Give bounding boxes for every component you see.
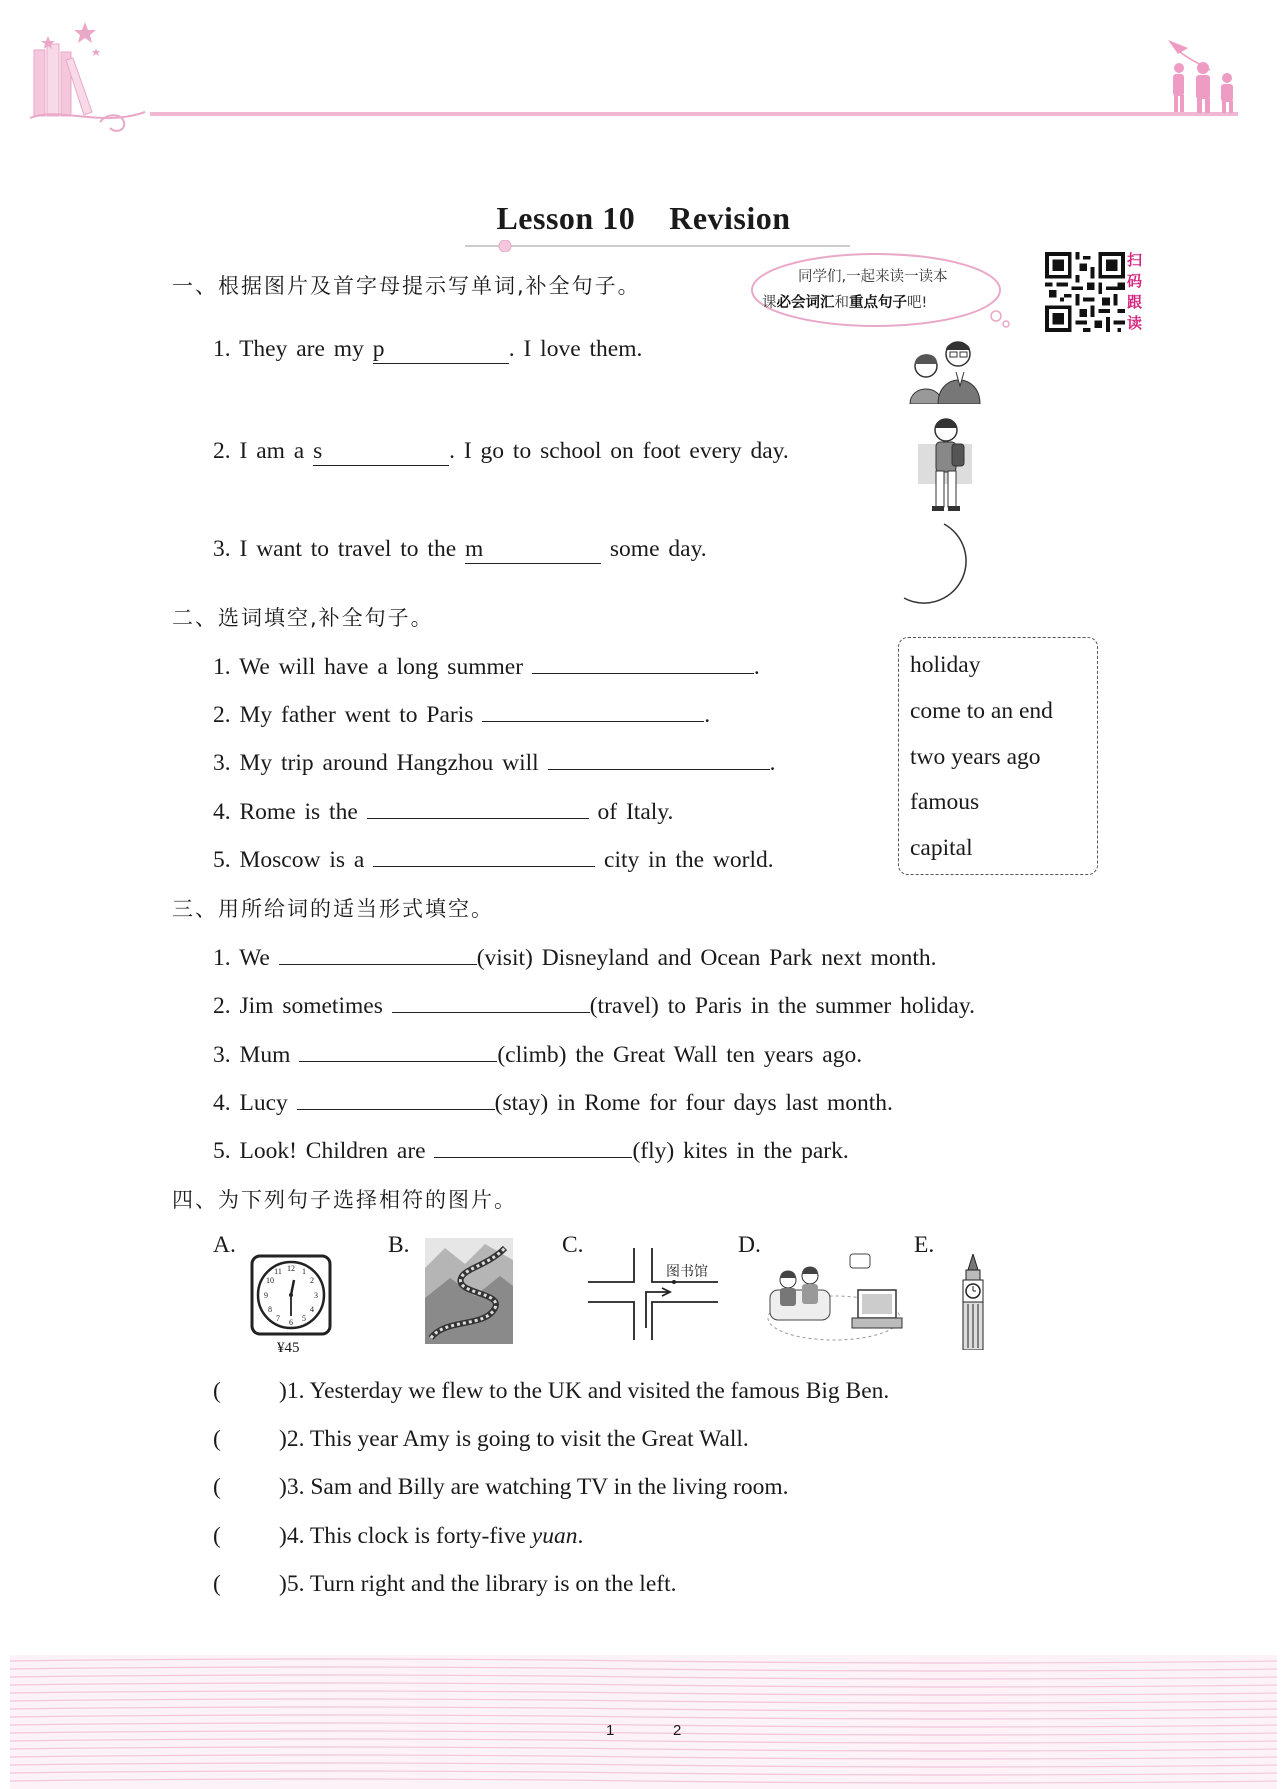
s2-blank-5[interactable]	[373, 845, 595, 867]
s2-item-3: 3. My trip around Hangzhou will .	[213, 750, 776, 776]
svg-text:11: 11	[274, 1267, 282, 1276]
s2-blank-3[interactable]	[548, 748, 770, 770]
s3-blank-2[interactable]	[392, 991, 590, 1013]
word-bank-item: two years ago	[910, 744, 1041, 770]
qr-code-icon[interactable]	[1045, 252, 1125, 332]
option-e-label: E.	[914, 1232, 935, 1258]
svg-text:1: 1	[302, 1267, 306, 1276]
s4-item-1: ( )1. Yesterday we flew to the UK and visited the famous Big Ben.	[213, 1378, 890, 1404]
s3-blank-4[interactable]	[297, 1088, 495, 1110]
s2-item-1: 1. We will have a long summer .	[213, 654, 760, 680]
svg-text:5: 5	[302, 1314, 306, 1323]
svg-text:12: 12	[287, 1264, 295, 1273]
lesson-topic: Revision	[669, 200, 791, 236]
clock-price: ¥45	[277, 1340, 300, 1356]
children-kite-silhouette-icon	[1168, 40, 1233, 113]
answer-bracket-5[interactable]: (	[213, 1571, 221, 1597]
word-bank-item: capital	[910, 835, 973, 861]
s1-item-2: 2. I am a s . I go to school on foot every day.	[213, 438, 789, 464]
s4-item-2: ( )2. This year Amy is going to visit the Great Wall.	[213, 1426, 749, 1452]
answer-bracket-1[interactable]: (	[213, 1378, 221, 1404]
s3-item-3: 3. Mum (climb) the Great Wall ten years ago.	[213, 1042, 863, 1068]
section-3-heading: 三、用所给词的适当形式填空。	[172, 897, 494, 921]
option-b-label: B.	[388, 1232, 410, 1258]
s1-item-1: 1. They are my p . I love them.	[213, 336, 643, 362]
clock-picture	[250, 1254, 332, 1336]
s2-blank-1[interactable]	[532, 652, 754, 674]
word-bank-item: holiday	[910, 652, 981, 678]
s4-item-3: ( )3. Sam and Billy are watching TV in the living room.	[213, 1474, 789, 1500]
page-number-left: 1	[606, 1722, 615, 1739]
moon-picture	[900, 520, 982, 610]
library-map-picture	[588, 1248, 718, 1340]
header-decoration	[0, 0, 1287, 140]
s2-item-5: 5. Moscow is a city in the world.	[213, 847, 774, 873]
parents-picture	[904, 332, 982, 404]
s1-blank-2[interactable]: s	[313, 438, 449, 466]
answer-bracket-4[interactable]: (	[213, 1523, 221, 1549]
s3-blank-1[interactable]	[279, 943, 477, 965]
s2-item-2: 2. My father went to Paris .	[213, 702, 711, 728]
s3-item-5: 5. Look! Children are (fly) kites in the park.	[213, 1138, 849, 1164]
watching-tv-picture	[766, 1252, 904, 1344]
student-picture	[916, 414, 974, 514]
svg-text:4: 4	[310, 1305, 314, 1314]
s4-item-5: ( )5. Turn right and the library is on the left.	[213, 1571, 677, 1597]
s3-item-4: 4. Lucy (stay) in Rome for four days last month.	[213, 1090, 893, 1116]
page-title	[0, 200, 1287, 237]
s1-item-3: 3. I want to travel to the m some day.	[213, 536, 707, 562]
section-2-heading: 二、选词填空,补全句子。	[172, 606, 434, 630]
svg-text:7: 7	[276, 1314, 280, 1323]
bubble-line-1: 同学们,一起来读一读本	[798, 269, 948, 285]
option-c-label: C.	[562, 1232, 584, 1258]
books-logo	[30, 44, 145, 131]
footer-stripes	[10, 1655, 1277, 1789]
s1-blank-1[interactable]: p	[373, 336, 509, 364]
answer-bracket-2[interactable]: (	[213, 1426, 221, 1452]
svg-text:10: 10	[266, 1276, 274, 1285]
option-d-label: D.	[738, 1232, 761, 1258]
s3-item-1: 1. We (visit) Disneyland and Ocean Park next month.	[213, 945, 937, 971]
s4-item-4: ( )4. This clock is forty-five yuan.	[213, 1523, 584, 1549]
svg-text:2: 2	[310, 1276, 314, 1285]
s2-blank-4[interactable]	[367, 797, 589, 819]
s2-item-4: 4. Rome is the of Italy.	[213, 799, 674, 825]
lesson-number: Lesson 10	[496, 200, 636, 236]
bubble-text	[762, 264, 998, 316]
svg-text:8: 8	[268, 1305, 272, 1314]
svg-text:9: 9	[264, 1291, 268, 1300]
word-bank-item: famous	[910, 789, 980, 815]
s3-item-2: 2. Jim sometimes (travel) to Paris in the summer holiday.	[213, 993, 975, 1019]
library-label: 图书馆	[666, 1264, 708, 1280]
s1-blank-3[interactable]: m	[465, 536, 601, 564]
bubble-line-2: 课必会词汇和重点句子吧!	[762, 295, 928, 311]
section-4-heading: 四、为下列句子选择相符的图片。	[172, 1188, 517, 1212]
page-number-right: 2	[673, 1722, 682, 1739]
s3-blank-3[interactable]	[299, 1040, 497, 1062]
s3-blank-5[interactable]	[434, 1136, 632, 1158]
s2-blank-2[interactable]	[482, 700, 704, 722]
option-a-label: A.	[213, 1232, 236, 1258]
big-ben-picture	[956, 1254, 990, 1350]
answer-bracket-3[interactable]: (	[213, 1474, 221, 1500]
scan-to-read-label: 扫 码 跟 读	[1127, 251, 1143, 332]
great-wall-picture	[425, 1238, 513, 1344]
word-bank-item: come to an end	[910, 698, 1053, 724]
section-1-heading: 一、根据图片及首字母提示写单词,补全句子。	[172, 274, 641, 298]
svg-text:6: 6	[289, 1318, 293, 1327]
svg-text:3: 3	[314, 1291, 318, 1300]
